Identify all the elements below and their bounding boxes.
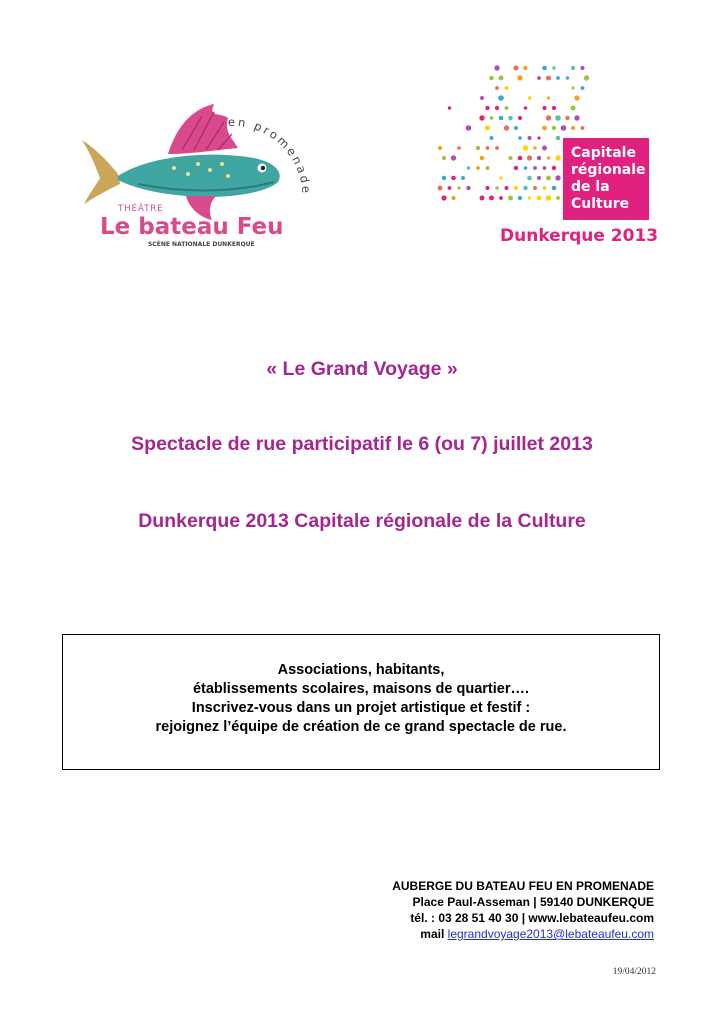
confetti-dot [508, 196, 513, 201]
confetti-dot [555, 115, 561, 121]
confetti-dot [537, 196, 542, 201]
confetti-dot [461, 176, 465, 180]
confetti-dot [527, 155, 532, 160]
confetti-dot [514, 126, 518, 130]
confetti-dot [555, 175, 560, 180]
confetti-dot [524, 166, 528, 170]
contact-address: Place Paul-Asseman | 59140 DUNKERQUE [412, 895, 654, 909]
event-subtitle: Spectacle de rue participatif le 6 (ou 7) juillet 2013 [131, 433, 593, 455]
confetti-dot [546, 176, 551, 181]
confetti-dot [499, 176, 502, 179]
confetti-dot [442, 176, 446, 180]
capitale-line-3: de la [571, 179, 610, 195]
confetti-dot [537, 76, 541, 80]
notice-box [62, 634, 660, 770]
confetti-dot [518, 116, 522, 120]
confetti-dot [518, 136, 522, 140]
confetti-dot [546, 115, 551, 120]
confetti-dot [514, 186, 518, 190]
confetti-dot [467, 166, 470, 169]
contact-mail-line [392, 926, 654, 942]
confetti-dot [556, 76, 560, 80]
confetti-dot [584, 75, 589, 80]
confetti-dot [547, 96, 550, 99]
confetti-dot [571, 86, 574, 89]
confetti-dot [457, 186, 460, 189]
confetti-dot [495, 146, 499, 150]
confetti-dot [466, 186, 470, 190]
confetti-dot [571, 66, 575, 70]
confetti-dot [537, 176, 541, 180]
confetti-dot [518, 156, 523, 161]
confetti-dot [489, 196, 494, 201]
confetti-dot [546, 195, 552, 201]
confetti-dot [499, 116, 504, 121]
capitale-line-4: Culture [571, 196, 630, 212]
confetti-dot [480, 96, 484, 100]
confetti-dot [580, 66, 584, 70]
confetti-dot [574, 115, 579, 120]
confetti-dot [476, 166, 480, 170]
confetti-dot [527, 176, 532, 181]
confetti-dot [505, 106, 509, 110]
notice-line-2: établissements scolaires, maisons de quartier…. [192, 681, 530, 697]
confetti-dot [448, 186, 452, 190]
confetti-dot [490, 136, 494, 140]
confetti-dot [547, 156, 550, 159]
confetti-dot [509, 156, 513, 160]
confetti-dot [537, 156, 541, 160]
contact-block [392, 878, 654, 942]
confetti-dot [442, 156, 446, 160]
confetti-dot [479, 115, 484, 120]
confetti-dot [571, 106, 576, 111]
confetti-dot [504, 125, 509, 130]
confetti-dot [561, 125, 567, 131]
confetti-dot [485, 126, 490, 131]
notice-line-3: Inscrivez-vous dans un projet artistique et festif : [191, 700, 531, 716]
confetti-dot [441, 195, 446, 200]
confetti-dot [542, 146, 547, 151]
confetti-dot [514, 66, 519, 71]
confetti-dot [524, 106, 528, 110]
confetti-dot [451, 176, 456, 181]
confetti-dot [508, 116, 512, 120]
confetti-dot [523, 145, 528, 150]
confetti-dot [490, 116, 494, 120]
confetti-dot [556, 136, 561, 141]
confetti-dot [552, 126, 556, 130]
confetti-dot [476, 146, 480, 150]
confetti-dot [552, 66, 555, 69]
confetti-dot [448, 106, 451, 109]
notice-line-4: rejoignez l’équipe de création de ce grand spectacle de rue. [155, 719, 567, 735]
confetti-dot [543, 166, 547, 170]
confetti-dot [451, 196, 455, 200]
confetti-dot [438, 186, 443, 191]
confetti-dot [499, 76, 504, 81]
confetti-dot [574, 95, 579, 100]
confetti-dot [555, 155, 560, 160]
confetti-dot [542, 106, 546, 110]
confetti-dot [499, 196, 503, 200]
confetti-dot [505, 186, 509, 190]
confetti-dot [537, 136, 540, 139]
confetti-dot [581, 126, 585, 130]
confetti-dot [495, 106, 499, 110]
confetti-dot [451, 155, 456, 160]
confetti-dot [542, 66, 547, 71]
contact-phone: tél. : 03 28 51 40 30 | www.lebateaufeu.com [410, 911, 654, 925]
confetti-dot [518, 196, 522, 200]
confetti-dot [486, 166, 490, 170]
culture-subtitle: Dunkerque 2013 Capitale régionale de la Culture [138, 510, 586, 532]
confetti-dot [505, 86, 509, 90]
main-title: « Le Grand Voyage » [266, 358, 458, 380]
confetti-dot [485, 106, 489, 110]
confetti-dot [486, 186, 490, 190]
confetti-dot [489, 76, 494, 81]
confetti-dot [533, 146, 536, 149]
confetti-dot [527, 136, 531, 140]
confetti-dot [517, 75, 522, 80]
confetti-dot [514, 166, 518, 170]
confetti-dot [543, 186, 547, 190]
confetti-dot [466, 125, 472, 131]
confetti-dot [495, 186, 499, 190]
confetti-dot [552, 166, 556, 170]
confetti-dot [542, 126, 547, 131]
notice-line-1: Associations, habitants, [277, 662, 445, 678]
confetti-dot [533, 186, 537, 190]
confetti-dot [523, 186, 527, 190]
confetti-dot [533, 166, 537, 170]
confetti-dot [546, 76, 551, 81]
confetti-dot [528, 196, 531, 199]
logo-theatre-label: THÉÂTRE [118, 204, 164, 214]
confetti-dot [438, 146, 442, 150]
logo-tagline: SCÈNE NATIONALE DUNKERQUE [148, 241, 255, 248]
contact-org: AUBERGE DU BATEAU FEU EN PROMENADE [392, 879, 654, 893]
confetti-dot [565, 116, 569, 120]
confetti-dot [486, 146, 490, 150]
confetti-dot [495, 86, 499, 90]
confetti-dot [498, 95, 504, 101]
capitale-line-1: Capitale [571, 145, 636, 161]
capitale-line-2: régionale [571, 162, 646, 178]
confetti-dot [552, 106, 556, 110]
le-bateau-feu-logo [78, 92, 318, 252]
confetti-dot [571, 126, 575, 130]
logo-arc-textpath: en promenade [227, 114, 314, 196]
confetti-dot [566, 76, 569, 79]
logo-name: Le bateau Feu [100, 214, 284, 240]
document-date: 19/04/2012 [612, 967, 656, 977]
confetti-dot [581, 86, 585, 90]
confetti-dot [494, 65, 499, 70]
confetti-dot [480, 196, 485, 201]
dunkerque-2013-logo [432, 62, 658, 250]
confetti-dot [457, 146, 461, 150]
contact-email-link[interactable]: legrandvoyage2013@lebateaufeu.com [447, 927, 654, 941]
confetti-dot [523, 66, 527, 70]
logo-subtitle: Dunkerque 2013 [500, 226, 658, 246]
contact-mail-label: mail [420, 927, 445, 941]
confetti-dot [480, 156, 485, 161]
confetti-dot [528, 96, 532, 100]
confetti-dot [556, 196, 560, 200]
confetti-dot [552, 186, 557, 191]
